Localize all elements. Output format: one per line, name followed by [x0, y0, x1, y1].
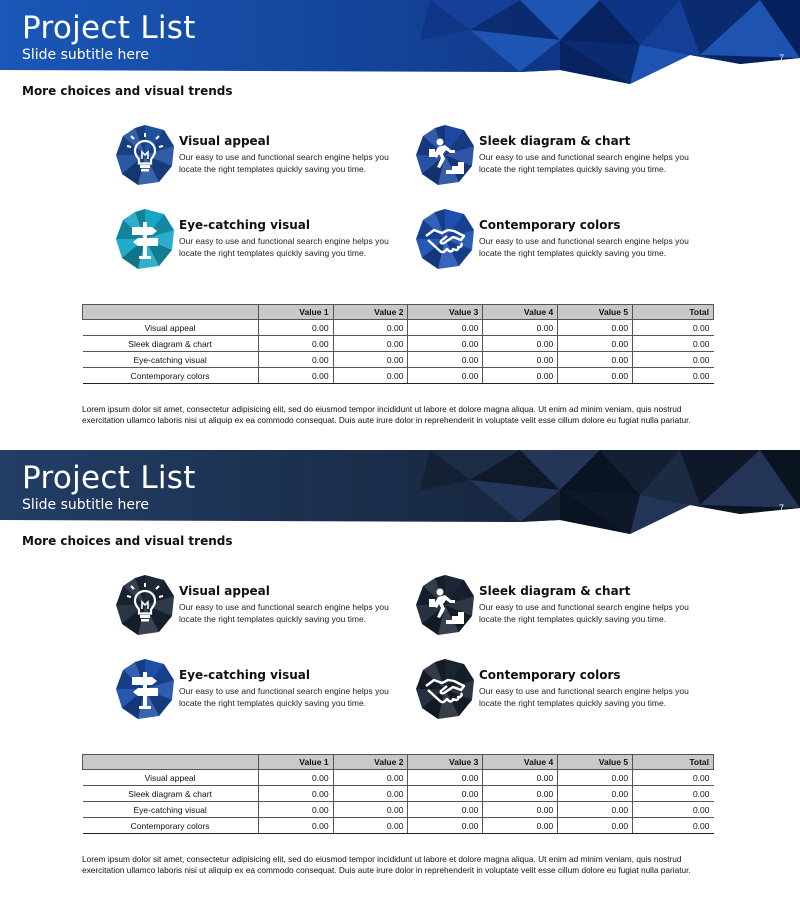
- person-climbing-stairs-badge: [414, 124, 476, 186]
- table-cell: 0.00: [333, 770, 408, 786]
- table-cell: 0.00: [258, 368, 333, 384]
- data-table: [82, 754, 714, 834]
- table-header-cell: Value 2: [333, 305, 408, 320]
- table-cell: 0.00: [408, 336, 483, 352]
- table-row: [83, 336, 714, 352]
- table-cell: 0.00: [483, 352, 558, 368]
- slide-title: Project List: [22, 460, 196, 496]
- feature-title: Sleek diagram & chart: [479, 134, 631, 148]
- table-cell: 0.00: [408, 352, 483, 368]
- feature-title: Eye-catching visual: [179, 218, 310, 232]
- table-cell: 0.00: [483, 320, 558, 336]
- table-cell: 0.00: [558, 786, 633, 802]
- table-header-cell: Value 1: [258, 305, 333, 320]
- table-cell: 0.00: [258, 770, 333, 786]
- table-cell: 0.00: [633, 336, 714, 352]
- table-cell: 0.00: [333, 352, 408, 368]
- feature-title: Sleek diagram & chart: [479, 584, 631, 598]
- table-cell: 0.00: [258, 818, 333, 834]
- table-row: [83, 818, 714, 834]
- table-cell: 0.00: [633, 818, 714, 834]
- feature-description: Our easy to use and functional search engine helps you locate the right templates quickly saving you time.: [179, 686, 389, 708]
- table-cell: 0.00: [333, 818, 408, 834]
- feature-description: Our easy to use and functional search engine helps you locate the right templates quickly saving you time.: [479, 152, 689, 174]
- table-header-cell: Value 4: [483, 305, 558, 320]
- slide-header: [0, 0, 800, 84]
- feature-title: Eye-catching visual: [179, 668, 310, 682]
- body-text: Lorem ipsum dolor sit amet, consectetur adipisicing elit, sed do eiusmod tempor incididunt ut labore et dolore magna aliqua. Ut enim ad minim veniam, quis nostrud exercitation ullamco laboris nisi ut aliquip ex ea commodo consequat. Duis aute irure dolor in reprehenderit in voluptate velit esse cillum dolore eu fugiat nulla pariatur.: [82, 854, 691, 875]
- slide-header: [0, 450, 800, 534]
- table-cell: 0.00: [333, 802, 408, 818]
- table-cell: 0.00: [408, 786, 483, 802]
- table-cell: 0.00: [483, 336, 558, 352]
- table-row: [83, 352, 714, 368]
- table-cell: 0.00: [558, 352, 633, 368]
- section-heading: More choices and visual trends: [22, 84, 233, 98]
- lightbulb-badge: [114, 574, 176, 636]
- table-header-cell: Value 2: [333, 755, 408, 770]
- feature-item: [414, 124, 704, 188]
- table-cell: 0.00: [558, 320, 633, 336]
- table-header-cell: Value 5: [558, 755, 633, 770]
- table-header-cell: Value 1: [258, 755, 333, 770]
- handshake-badge: [414, 208, 476, 270]
- table-cell: 0.00: [408, 320, 483, 336]
- table-header-blank: [83, 755, 259, 770]
- table-cell: 0.00: [408, 818, 483, 834]
- feature-description: Our easy to use and functional search engine helps you locate the right templates quickly saving you time.: [479, 686, 689, 708]
- table-cell: 0.00: [633, 352, 714, 368]
- section-heading: More choices and visual trends: [22, 534, 233, 548]
- table-header-blank: [83, 305, 259, 320]
- table-cell: 0.00: [483, 818, 558, 834]
- table-header-cell: Value 4: [483, 755, 558, 770]
- feature-description: Our easy to use and functional search engine helps you locate the right templates quickly saving you time.: [479, 602, 689, 624]
- table-cell: 0.00: [408, 770, 483, 786]
- row-label: Contemporary colors: [83, 818, 259, 834]
- feature-item: [414, 658, 704, 722]
- table-row: [83, 770, 714, 786]
- table-cell: 0.00: [633, 786, 714, 802]
- table-header-cell: Total: [633, 755, 714, 770]
- signpost-badge: [114, 208, 176, 270]
- table-row: [83, 786, 714, 802]
- feature-description: Our easy to use and functional search engine helps you locate the right templates quickly saving you time.: [179, 602, 389, 624]
- table-cell: 0.00: [258, 320, 333, 336]
- table-header-row: [83, 755, 714, 770]
- table-cell: 0.00: [483, 368, 558, 384]
- person-climbing-stairs-badge: [414, 574, 476, 636]
- row-label: Eye-catching visual: [83, 352, 259, 368]
- handshake-badge: [414, 658, 476, 720]
- feature-description: Our easy to use and functional search engine helps you locate the right templates quickly saving you time.: [179, 152, 389, 174]
- table-cell: 0.00: [483, 802, 558, 818]
- feature-item: [114, 124, 404, 188]
- feature-item: [114, 574, 404, 638]
- table-header-cell: Value 3: [408, 755, 483, 770]
- feature-description: Our easy to use and functional search engine helps you locate the right templates quickly saving you time.: [479, 236, 689, 258]
- row-label: Visual appeal: [83, 320, 259, 336]
- feature-item: [114, 208, 404, 272]
- feature-title: Visual appeal: [179, 584, 270, 598]
- table-cell: 0.00: [483, 770, 558, 786]
- feature-item: [114, 658, 404, 722]
- row-label: Eye-catching visual: [83, 802, 259, 818]
- table-row: [83, 802, 714, 818]
- row-label: Contemporary colors: [83, 368, 259, 384]
- table-cell: 0.00: [258, 786, 333, 802]
- table-cell: 0.00: [333, 320, 408, 336]
- page-number: 7: [779, 503, 785, 513]
- table-cell: 0.00: [633, 802, 714, 818]
- table-cell: 0.00: [408, 368, 483, 384]
- slide-subtitle: Slide subtitle here: [22, 497, 150, 513]
- body-text: Lorem ipsum dolor sit amet, consectetur adipisicing elit, sed do eiusmod tempor incididunt ut labore et dolore magna aliqua. Ut enim ad minim veniam, quis nostrud exercitation ullamco laboris nisi ut aliquip ex ea commodo consequat. Duis aute irure dolor in reprehenderit in voluptate velit esse cillum dolore eu fugiat nulla pariatur.: [82, 404, 691, 425]
- table-cell: 0.00: [558, 336, 633, 352]
- row-label: Visual appeal: [83, 770, 259, 786]
- table-cell: 0.00: [633, 770, 714, 786]
- table-cell: 0.00: [333, 336, 408, 352]
- lightbulb-badge: [114, 124, 176, 186]
- slide: [0, 450, 800, 900]
- table-cell: 0.00: [258, 802, 333, 818]
- table-cell: 0.00: [633, 320, 714, 336]
- feature-description: Our easy to use and functional search engine helps you locate the right templates quickly saving you time.: [179, 236, 389, 258]
- table-row: [83, 368, 714, 384]
- signpost-badge: [114, 658, 176, 720]
- table-header-row: [83, 305, 714, 320]
- table-cell: 0.00: [558, 818, 633, 834]
- feature-title: Contemporary colors: [479, 218, 621, 232]
- feature-title: Visual appeal: [179, 134, 270, 148]
- slide-title: Project List: [22, 10, 196, 46]
- table-cell: 0.00: [558, 802, 633, 818]
- table-cell: 0.00: [333, 786, 408, 802]
- page-number: 7: [779, 53, 785, 63]
- table-cell: 0.00: [558, 770, 633, 786]
- table-header-cell: Value 5: [558, 305, 633, 320]
- feature-item: [414, 208, 704, 272]
- feature-item: [414, 574, 704, 638]
- row-label: Sleek diagram & chart: [83, 336, 259, 352]
- table-cell: 0.00: [333, 368, 408, 384]
- slide-subtitle: Slide subtitle here: [22, 47, 150, 63]
- data-table: [82, 304, 714, 384]
- row-label: Sleek diagram & chart: [83, 786, 259, 802]
- table-header-cell: Total: [633, 305, 714, 320]
- table-cell: 0.00: [558, 368, 633, 384]
- table-cell: 0.00: [633, 368, 714, 384]
- table-row: [83, 320, 714, 336]
- table-cell: 0.00: [483, 786, 558, 802]
- table-header-cell: Value 3: [408, 305, 483, 320]
- feature-title: Contemporary colors: [479, 668, 621, 682]
- table-cell: 0.00: [258, 336, 333, 352]
- table-cell: 0.00: [408, 802, 483, 818]
- table-cell: 0.00: [258, 352, 333, 368]
